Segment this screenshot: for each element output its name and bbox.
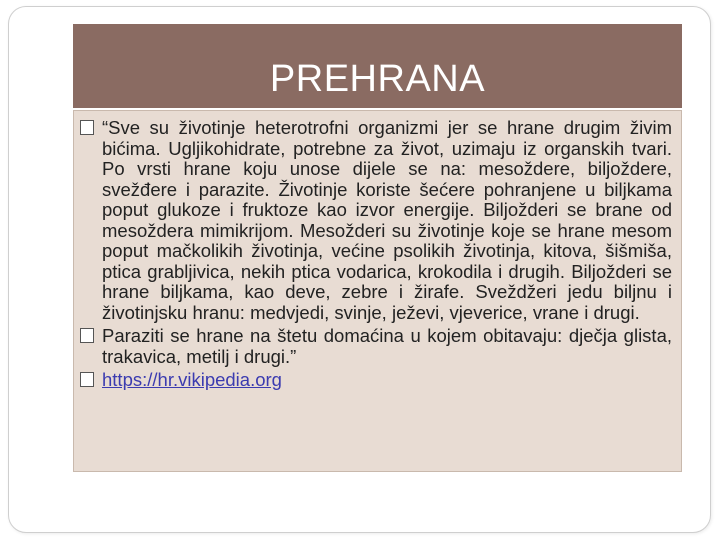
bullet-box-icon xyxy=(80,120,94,135)
bullet-text: “Sve su životinje heterotrofni organizmi jer se hrane drugim živim bićima. Ugljikohidrate, potrebne za život, uzimaju iz organskih tvari. Po vrsti hrane koju unose dijele se na: mesoždere, biljoždere, svežđere i parazite. Životinje koriste šećere pohranjene u biljkama poput glukoze i fruktoze kao izvor energije. Biljožderi se brane od mesoždera mimikrijom. Mesožderi su životinje koje se hrane mesom poput mačkolikih životinja, većine psolikih životinja, kitova, šišmiša, ptica grabljivica, nekih ptica vodarica, krokodila i drugih. Biljožderi se hrane biljkama, kao deve, zebre i žirafe. Sveždžeri jedu biljnu i životinjsku hranu: medvjedi, svinje, ježevi, vjeverice, vrane i drugi. xyxy=(102,117,672,323)
bullet-list xyxy=(80,118,672,394)
bullet-item-1 xyxy=(80,118,672,323)
title-bar xyxy=(73,24,682,108)
bullet-box-icon xyxy=(80,328,94,343)
bullet-item-2 xyxy=(80,326,672,367)
bullet-item-3 xyxy=(80,370,672,391)
bullet-text: Paraziti se hrane na štetu domaćina u kojem obitavaju: dječja glista, trakavica, metilj i drugi.” xyxy=(102,325,672,367)
slide-title: PREHRANA xyxy=(269,58,486,100)
bullet-box-icon xyxy=(80,372,94,387)
source-link[interactable]: https://hr.vikipedia.org xyxy=(102,369,282,390)
